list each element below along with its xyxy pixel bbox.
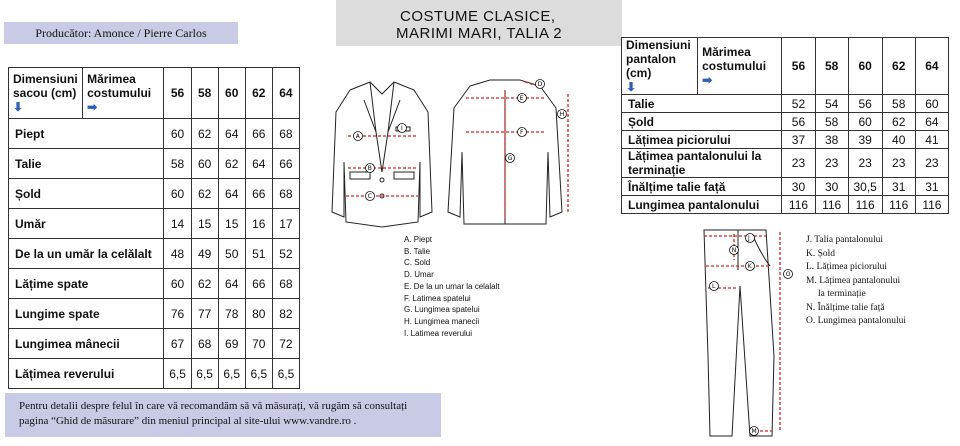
row-label: Lățimea piciorului	[622, 131, 782, 149]
diagram-letter-b: B	[367, 165, 372, 172]
table-cell: 116	[848, 196, 882, 214]
table-cell: 49	[191, 239, 218, 269]
legend-item: N. Înălțime talie față	[806, 302, 885, 313]
table-cell: 62	[191, 179, 218, 209]
table-cell: 82	[272, 299, 299, 329]
footer-line-2: pagina “Ghid de măsurare” din meniul principal al site-ului www.vandre.ro .	[19, 415, 357, 427]
arrow-down-icon: ⬇	[626, 80, 637, 94]
pants-size-table	[621, 37, 949, 214]
table-row	[622, 131, 949, 149]
table-cell: 58	[164, 149, 191, 179]
row-label: Înălțime talie față	[622, 178, 782, 196]
table-row	[9, 119, 300, 149]
table-cell: 116	[915, 196, 948, 214]
table-row	[622, 178, 949, 196]
table-cell: 6,5	[272, 359, 299, 389]
table-cell: 116	[815, 196, 848, 214]
header-size	[83, 68, 164, 119]
row-label: Lungimea pantalonului	[622, 196, 782, 214]
row-label: Umăr	[9, 209, 164, 239]
diagram-letter-m: M	[751, 428, 757, 435]
table-row	[622, 113, 949, 131]
row-label: Șold	[622, 113, 782, 131]
legend-item: G. Lungimea spatelui	[404, 305, 480, 315]
table-cell: 66	[272, 149, 299, 179]
table-cell: 6,5	[218, 359, 245, 389]
table-cell: 62	[218, 149, 245, 179]
table-cell: 38	[815, 131, 848, 149]
size-col: 62	[882, 38, 915, 95]
size-col: 64	[272, 68, 299, 119]
diagram-letter-j: J	[748, 235, 750, 242]
table-header-row	[9, 68, 300, 119]
header-size-label: Mărimea costumului	[702, 45, 767, 73]
footer-line-1: Pentru detalii despre felul în care vă recomandăm să vă măsurați, vă rugăm să consultați	[19, 400, 408, 412]
table-cell: 78	[218, 299, 245, 329]
table-cell: 23	[882, 149, 915, 178]
table-row	[9, 149, 300, 179]
legend-item: M. Lățimea pantalonului	[806, 275, 901, 286]
diagram-letter-g: G	[507, 155, 513, 162]
table-cell: 62	[191, 119, 218, 149]
table-cell: 67	[164, 329, 191, 359]
jacket-size-table	[8, 67, 300, 389]
table-cell: 31	[915, 178, 948, 196]
table-cell: 56	[848, 95, 882, 113]
diagram-letter-f: F	[520, 129, 524, 136]
legend-item: D. Umar	[404, 270, 434, 280]
table-cell: 60	[848, 113, 882, 131]
table-cell: 50	[218, 239, 245, 269]
size-col: 56	[164, 68, 191, 119]
size-col: 62	[245, 68, 272, 119]
table-row	[9, 299, 300, 329]
diagram-letter-d: D	[537, 81, 543, 88]
table-cell: 60	[191, 149, 218, 179]
legend-item: B. Talie	[404, 246, 431, 256]
title-line-1: COSTUME CLASICE,	[400, 8, 556, 25]
table-cell: 80	[245, 299, 272, 329]
table-cell: 16	[245, 209, 272, 239]
size-col: 58	[191, 68, 218, 119]
diagram-letter-e: E	[519, 95, 524, 102]
table-row	[622, 149, 949, 178]
page-title	[336, 0, 622, 46]
table-row	[9, 179, 300, 209]
table-row	[9, 239, 300, 269]
table-cell: 64	[218, 269, 245, 299]
table-cell: 64	[218, 119, 245, 149]
diagram-letter-l: L	[712, 283, 716, 290]
table-cell: 6,5	[245, 359, 272, 389]
row-label: Lățime spate	[9, 269, 164, 299]
legend-item: L. Lățimea piciorului	[806, 262, 887, 272]
row-label: Lungimea mânecii	[9, 329, 164, 359]
header-dim-label: Dimensiuni pantalon (cm)	[626, 38, 691, 80]
legend-item: A. Piept	[404, 235, 433, 244]
table-cell: 14	[164, 209, 191, 239]
table-row	[622, 196, 949, 214]
header-dimensions	[9, 68, 83, 119]
row-label: Lățimea pantalonului la terminație	[622, 149, 782, 178]
table-cell: 77	[191, 299, 218, 329]
table-cell: 58	[815, 113, 848, 131]
diagram-letter-n: N	[731, 247, 737, 254]
table-cell: 52	[272, 239, 299, 269]
table-cell: 39	[848, 131, 882, 149]
diagram-letter-o: O	[785, 271, 791, 278]
diagram-letter-a: A	[355, 133, 360, 140]
table-cell: 64	[245, 149, 272, 179]
table-cell: 23	[915, 149, 948, 178]
legend-item: la terminație	[818, 289, 866, 299]
row-label: De la un umăr la celălalt	[9, 239, 164, 269]
legend-item: E. De la un umar la celalalt	[404, 281, 500, 291]
size-col: 58	[815, 38, 848, 95]
table-row	[622, 95, 949, 113]
size-col: 64	[915, 38, 948, 95]
table-cell: 60	[915, 95, 948, 113]
table-cell: 52	[782, 95, 815, 113]
table-cell: 60	[164, 119, 191, 149]
footer-note	[5, 393, 441, 437]
legend-item: K. Șold	[806, 248, 836, 259]
legend-item: O. Lungimea pantalonului	[806, 316, 906, 326]
table-cell: 54	[815, 95, 848, 113]
table-cell: 116	[782, 196, 815, 214]
diagram-letter-i: I	[401, 125, 403, 132]
table-cell: 68	[191, 329, 218, 359]
size-col: 60	[218, 68, 245, 119]
row-label: Lungime spate	[9, 299, 164, 329]
table-cell: 70	[245, 329, 272, 359]
table-cell: 62	[882, 113, 915, 131]
table-cell: 15	[218, 209, 245, 239]
arrow-right-icon: ➡	[702, 73, 713, 87]
header-size-label: Mărimea costumului	[87, 72, 152, 100]
table-cell: 76	[164, 299, 191, 329]
table-cell: 58	[882, 95, 915, 113]
table-cell: 17	[272, 209, 299, 239]
arrow-down-icon: ⬇	[13, 100, 24, 114]
table-cell: 23	[848, 149, 882, 178]
row-label: Talie	[9, 149, 164, 179]
table-cell: 116	[882, 196, 915, 214]
size-col: 60	[848, 38, 882, 95]
header-size	[698, 38, 782, 95]
jacket-legend	[404, 234, 544, 339]
table-cell: 23	[782, 149, 815, 178]
table-cell: 51	[245, 239, 272, 269]
table-cell: 23	[815, 149, 848, 178]
table-cell: 68	[272, 269, 299, 299]
table-row	[9, 269, 300, 299]
table-cell: 72	[272, 329, 299, 359]
table-cell: 30,5	[848, 178, 882, 196]
table-cell: 30	[782, 178, 815, 196]
table-cell: 41	[915, 131, 948, 149]
row-label: Piept	[9, 119, 164, 149]
header-dimensions	[622, 38, 698, 95]
legend-item: C. Sold	[404, 258, 431, 268]
diagram-letter-c: C	[367, 193, 373, 200]
pants-legend	[806, 234, 956, 329]
legend-item: J. Talia pantalonului	[806, 235, 883, 245]
row-label: Șold	[9, 179, 164, 209]
diagram-letter-h: H	[559, 111, 565, 118]
table-cell: 6,5	[164, 359, 191, 389]
table-cell: 64	[218, 179, 245, 209]
table-cell: 68	[272, 119, 299, 149]
table-cell: 64	[915, 113, 948, 131]
table-cell: 60	[164, 179, 191, 209]
row-label: Talie	[622, 95, 782, 113]
table-cell: 6,5	[191, 359, 218, 389]
table-cell: 62	[191, 269, 218, 299]
table-cell: 56	[782, 113, 815, 131]
table-row	[9, 329, 300, 359]
table-cell: 69	[218, 329, 245, 359]
table-row	[9, 209, 300, 239]
table-cell: 40	[882, 131, 915, 149]
producer-label: Producător: Amonce / Pierre Carlos	[4, 22, 238, 44]
legend-item: I. Latimea reverului	[404, 328, 473, 338]
legend-item: F. Latimea spatelui	[404, 293, 471, 303]
arrow-right-icon: ➡	[87, 100, 98, 114]
table-cell: 37	[782, 131, 815, 149]
title-line-2: MARIMI MARI, TALIA 2	[396, 25, 563, 42]
row-label: Lățimea reverului	[9, 359, 164, 389]
legend-item: H. Lungimea manecii	[404, 316, 480, 326]
table-header-row	[622, 38, 949, 95]
table-cell: 66	[245, 269, 272, 299]
table-cell: 30	[815, 178, 848, 196]
header-dim-label: Dimensiuni sacou (cm)	[13, 72, 78, 100]
pants-diagram	[690, 226, 802, 442]
diagram-letter-k: K	[747, 263, 752, 270]
table-row	[9, 359, 300, 389]
table-cell: 68	[272, 179, 299, 209]
table-cell: 60	[164, 269, 191, 299]
table-cell: 66	[245, 179, 272, 209]
jacket-diagram	[320, 72, 580, 232]
size-col: 56	[782, 38, 815, 95]
table-cell: 15	[191, 209, 218, 239]
table-cell: 66	[245, 119, 272, 149]
table-cell: 48	[164, 239, 191, 269]
table-cell: 31	[882, 178, 915, 196]
